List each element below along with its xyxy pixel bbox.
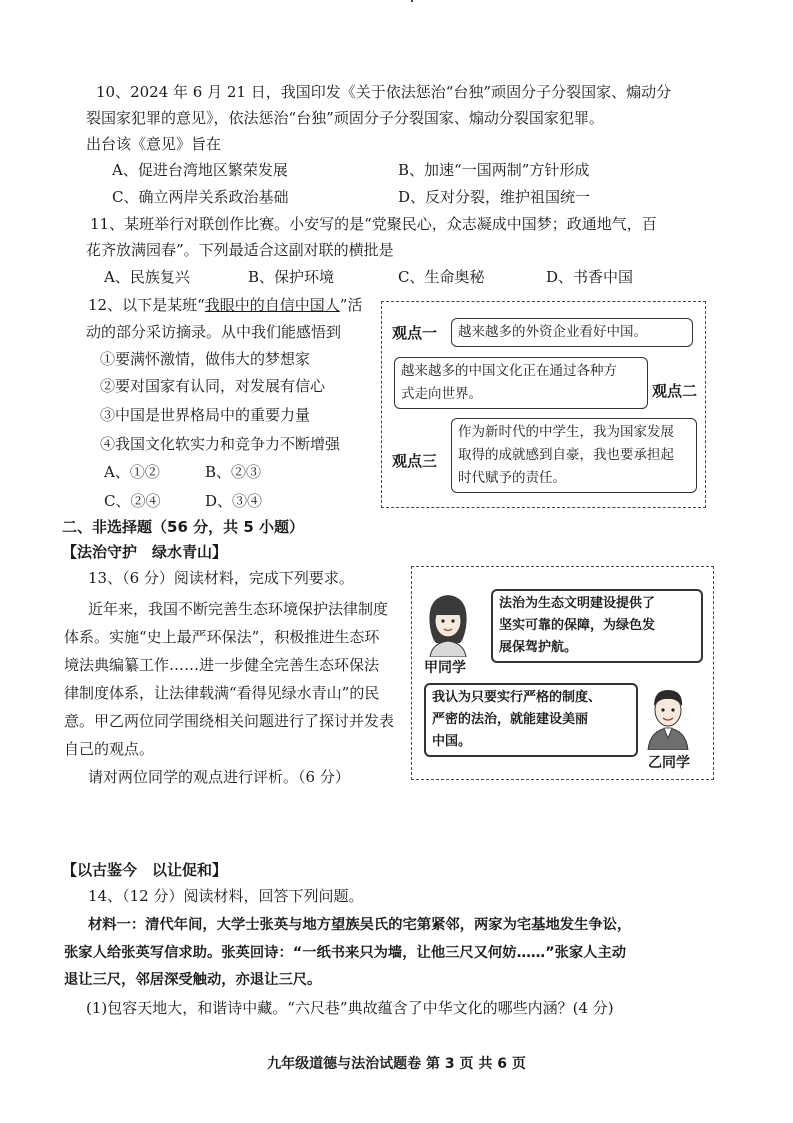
q12-option-d: D、③④ xyxy=(205,492,263,510)
q13-material-line1: 近年来，我国不断完善生态环境保护法律制度 xyxy=(88,600,389,618)
yi-speech-line3: 中国。 xyxy=(432,734,472,749)
jia-speech-line3: 展保驾护航。 xyxy=(499,640,578,655)
q13-task: 请对两位同学的观点进行评析。（6 分） xyxy=(88,768,350,786)
student-jia-label: 甲同学 xyxy=(424,660,466,676)
q10-option-b: B、加速“一国两制”方针形成 xyxy=(398,161,590,179)
q12-statement-1: ①要满怀激情，做伟大的梦想家 xyxy=(100,350,311,368)
q14-material-line3: 退让三尺，邻居深受触动，亦退让三尺。 xyxy=(64,972,322,988)
section-two-heading: 二、非选择题（56 分，共 5 小题） xyxy=(62,518,304,536)
view1-text: 越来越多的外资企业看好中国。 xyxy=(458,324,647,340)
q13-material-line4: 律制度体系，让法律载满“看得见绿水青山”的民 xyxy=(64,684,380,702)
student-yi-avatar xyxy=(640,680,696,750)
q12-activity-name: 我眼中的自信中国人 xyxy=(204,296,340,314)
q10-option-a: A、促进台湾地区繁荣发展 xyxy=(112,161,288,179)
q11-option-b: B、保护环境 xyxy=(248,268,335,286)
jia-speech-line2: 坚实可靠的保障，为绿色发 xyxy=(499,618,656,633)
student-yi-icon xyxy=(640,680,696,750)
q12-option-c: C、②④ xyxy=(104,492,161,510)
q12-statement-3: ③中国是世界格局中的重要力量 xyxy=(100,406,311,424)
q12-stem-post: ”活 xyxy=(339,296,363,314)
view1-bubble xyxy=(451,318,693,347)
q12-stem-line2: 动的部分采访摘录。从中我们能感悟到 xyxy=(86,323,342,341)
q12-option-b: B、②③ xyxy=(205,463,262,481)
q13-material-line6: 自己的观点。 xyxy=(64,740,155,758)
q11-stem-line2: 花齐放满园春”。下列最适合这副对联的横批是 xyxy=(86,241,394,259)
yi-speech-line2: 严密的法治，就能建设美丽 xyxy=(432,712,589,727)
view3-text-line1: 作为新时代的中学生，我为国家发展 xyxy=(458,424,674,440)
q12-statement-2: ②要对国家有认同，对发展有信心 xyxy=(100,377,326,395)
yi-speech-bubble xyxy=(424,683,638,757)
view2-label: 观点二 xyxy=(652,382,698,400)
q14-material-line2: 张家人给张英写信求助。张英回诗：“一纸书来只为墙，让他三尺又何妨……”张家人主动 xyxy=(64,945,627,961)
q11-stem-line1: 11、某班举行对联创作比赛。小安写的是“党聚民心，众志凝成中国梦；政通地气，百 xyxy=(90,215,657,233)
q10-option-c: C、确立两岸关系政治基础 xyxy=(112,188,289,206)
q13-panel-spacer xyxy=(411,0,413,2)
view3-label: 观点三 xyxy=(392,452,438,470)
yi-speech-line1: 我认为只要实行严格的制度、 xyxy=(432,690,602,705)
topic-law-green: 【法治守护 绿水青山】 xyxy=(62,543,228,561)
q12-stem-pre: 12、以下是某班“ xyxy=(88,296,205,314)
q11-option-a: A、民族复兴 xyxy=(104,268,190,286)
view1-label: 观点一 xyxy=(392,324,438,342)
q13-stem: 13、（6 分）阅读材料，完成下列要求。 xyxy=(88,569,354,587)
view2-bubble xyxy=(394,357,648,409)
view3-bubble xyxy=(451,418,697,493)
q11-option-c: C、生命奥秘 xyxy=(398,268,485,286)
topic-ancient-harmony: 【以古鉴今 以让促和】 xyxy=(62,861,228,879)
q13-material-line5: 意。甲乙两位同学围绕相关问题进行了探讨并发表 xyxy=(64,712,395,730)
q10-stem-line2: 裂国家犯罪的意见》，依法惩治“台独”顽固分子分裂国家、煽动分裂国家犯罪。 xyxy=(86,109,604,127)
view3-text-line2: 取得的成就感到自豪，我也要承担起 xyxy=(458,447,674,463)
student-jia-icon xyxy=(420,587,476,657)
q13-material-line2: 体系。实施“史上最严环保法”，积极推进生态环 xyxy=(64,628,380,646)
q10-stem-line3: 出台该《意见》旨在 xyxy=(86,135,222,153)
q13-material-line3: 境法典编纂工作……进一步健全完善生态环保法 xyxy=(64,656,380,674)
q12-statement-4: ④我国文化软实力和竞争力不断增强 xyxy=(100,435,341,453)
view2-text-line2: 式走向世界。 xyxy=(401,386,482,402)
q14-subquestion-1: (1)包容天地大，和谐诗中藏。“六尺巷”典故蕴含了中华文化的哪些内涵？(4 分) xyxy=(86,999,614,1017)
q12-option-a: A、①② xyxy=(104,463,160,481)
view2-text-line1: 越来越多的中国文化正在通过各种方 xyxy=(401,363,617,379)
q14-material-line1: 材料一：清代年间，大学士张英与地方望族吴氏的宅第紧邻，两家为宅基地发生争讼， xyxy=(88,917,632,933)
q11-option-d: D、书香中国 xyxy=(546,268,634,286)
student-yi-label: 乙同学 xyxy=(648,755,690,771)
q10-stem-line1: 10、2024 年 6 月 21 日，我国印发《关于依法惩治“台独”顽固分子分裂国家、煽动分 xyxy=(96,83,672,101)
view3-text-line3: 时代赋予的责任。 xyxy=(458,470,566,486)
jia-speech-line1: 法治为生态文明建设提供了 xyxy=(499,596,656,611)
q10-option-d: D、反对分裂，维护祖国统一 xyxy=(398,188,591,206)
page-footer: 九年级道德与法治试题卷 第 3 页 共 6 页 xyxy=(267,1056,526,1072)
jia-speech-bubble xyxy=(491,589,703,663)
student-jia-avatar xyxy=(420,587,476,657)
q14-stem: 14、（12 分）阅读材料，回答下列问题。 xyxy=(88,887,364,905)
q12-stem-line1 xyxy=(88,293,362,317)
